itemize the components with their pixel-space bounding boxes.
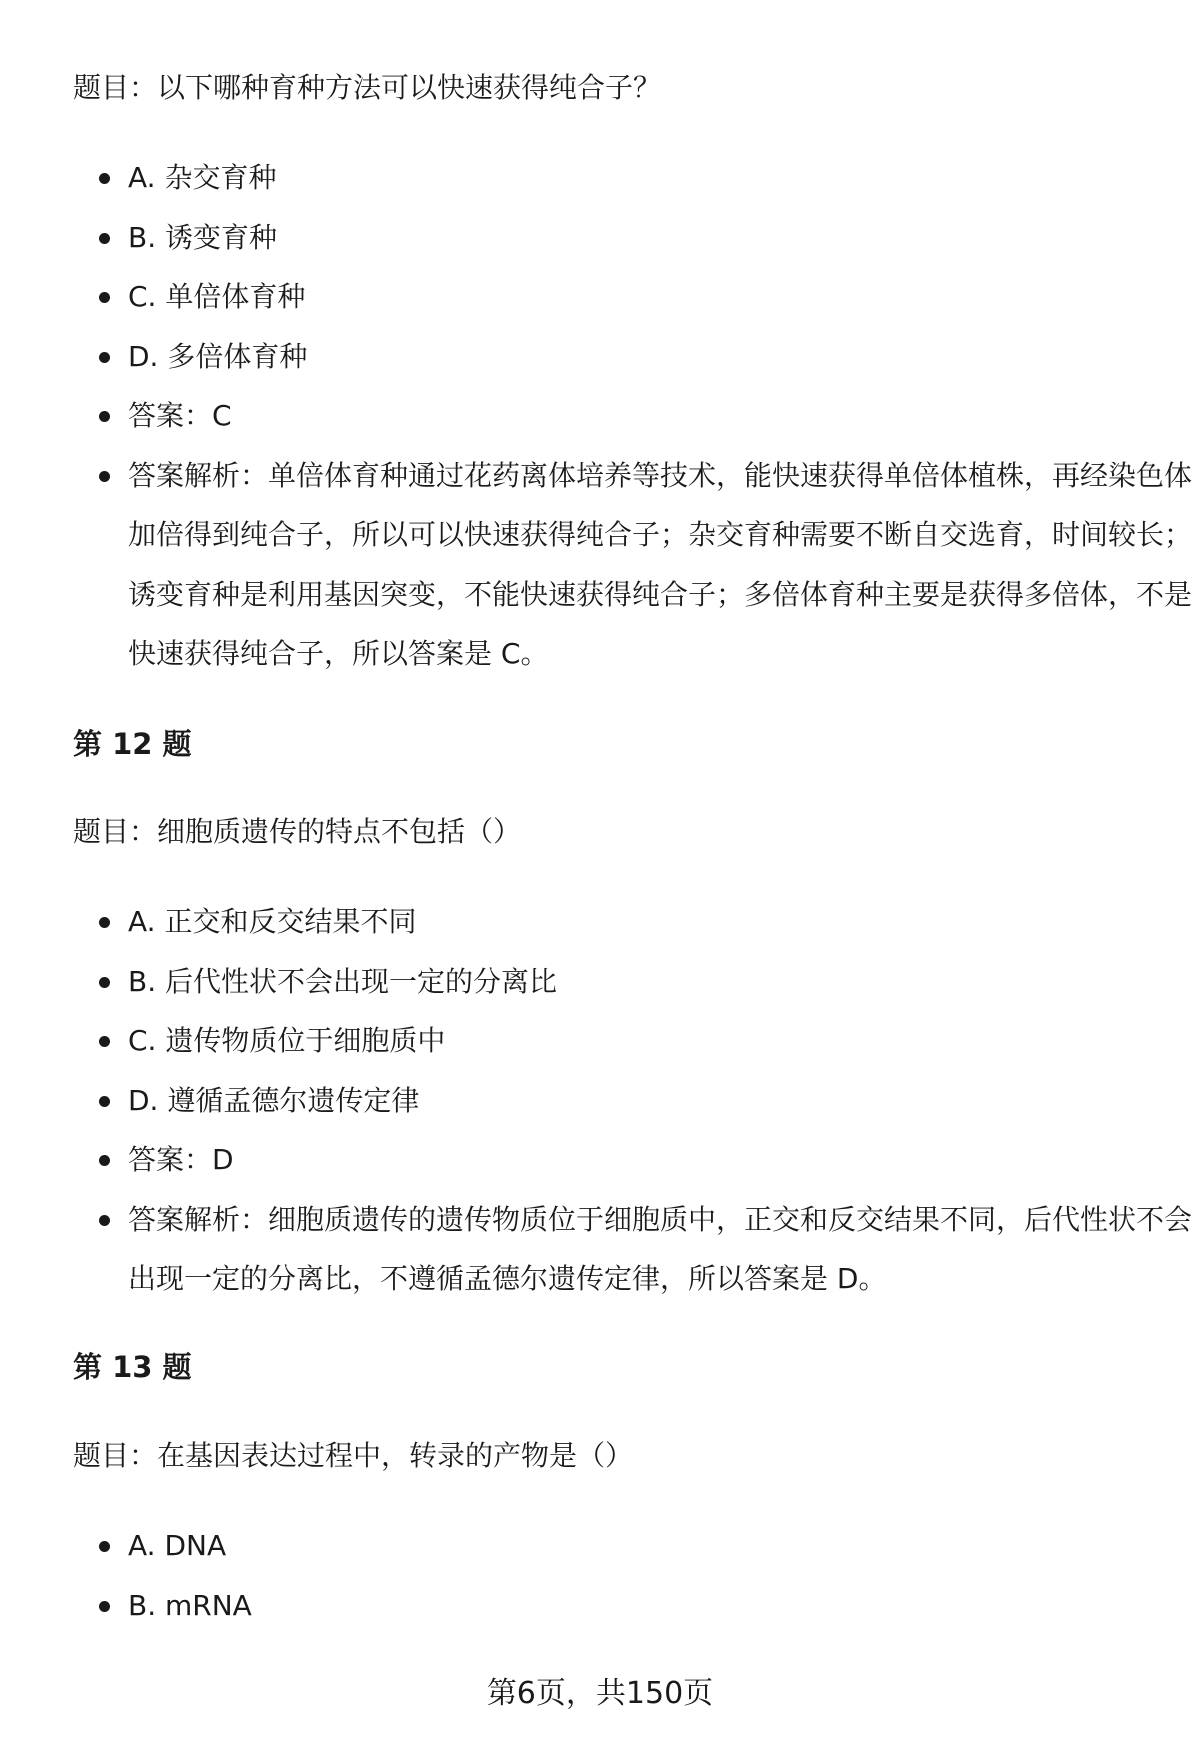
option-list <box>73 1516 1153 1635</box>
question-13 <box>73 1434 1153 1478</box>
question-11 <box>73 66 1153 110</box>
question-heading: 第 12 题 <box>73 727 192 761</box>
option-a: A. 杂交育种 <box>73 148 1153 208</box>
option-b: B. 诱变育种 <box>73 208 1153 268</box>
answer: 答案：C <box>73 386 1153 446</box>
option-d: D. 遵循孟德尔遗传定律 <box>73 1071 1153 1131</box>
question-12-options <box>73 892 1193 1309</box>
option-c: C. 单倍体育种 <box>73 267 1153 327</box>
option-a: A. DNA <box>73 1516 1153 1576</box>
option-b: B. 后代性状不会出现一定的分离比 <box>73 952 1153 1012</box>
question-12 <box>73 810 1153 854</box>
option-list <box>73 892 1193 1309</box>
answer-explanation: 答案解析：细胞质遗传的遗传物质位于细胞质中，正交和反交结果不同，后代性状不会出现一定的分离比，不遵循孟德尔遗传定律，所以答案是 D。 <box>73 1190 1200 1309</box>
question-13-options <box>73 1516 1153 1635</box>
option-c: C. 遗传物质位于细胞质中 <box>73 1011 1153 1071</box>
answer: 答案：D <box>73 1130 1153 1190</box>
question-text: 题目：在基因表达过程中，转录的产物是（） <box>73 1439 634 1472</box>
option-b: B. mRNA <box>73 1576 1153 1636</box>
question-heading: 第 13 题 <box>73 1350 192 1384</box>
option-d: D. 多倍体育种 <box>73 327 1153 387</box>
answer-explanation: 答案解析：单倍体育种通过花药离体培养等技术，能快速获得单倍体植株，再经染色体加倍得到纯合子，所以可以快速获得纯合子；杂交育种需要不断自交选育，时间较长；诱变育种是利用基因突变，不能快速获得纯合子；多倍体育种主要是获得多倍体，不是快速获得纯合子，所以答案是 C。 <box>73 446 1200 684</box>
question-text: 题目：以下哪种育种方法可以快速获得纯合子？ <box>73 71 662 104</box>
question-text: 题目：细胞质遗传的特点不包括（） <box>73 815 522 848</box>
page-footer: 第6页，共150页 <box>486 1676 714 1711</box>
question-12-heading-block <box>73 722 1153 766</box>
question-13-heading-block <box>73 1345 1153 1389</box>
option-list <box>73 148 1193 684</box>
option-a: A. 正交和反交结果不同 <box>73 892 1153 952</box>
question-11-options <box>73 148 1193 684</box>
